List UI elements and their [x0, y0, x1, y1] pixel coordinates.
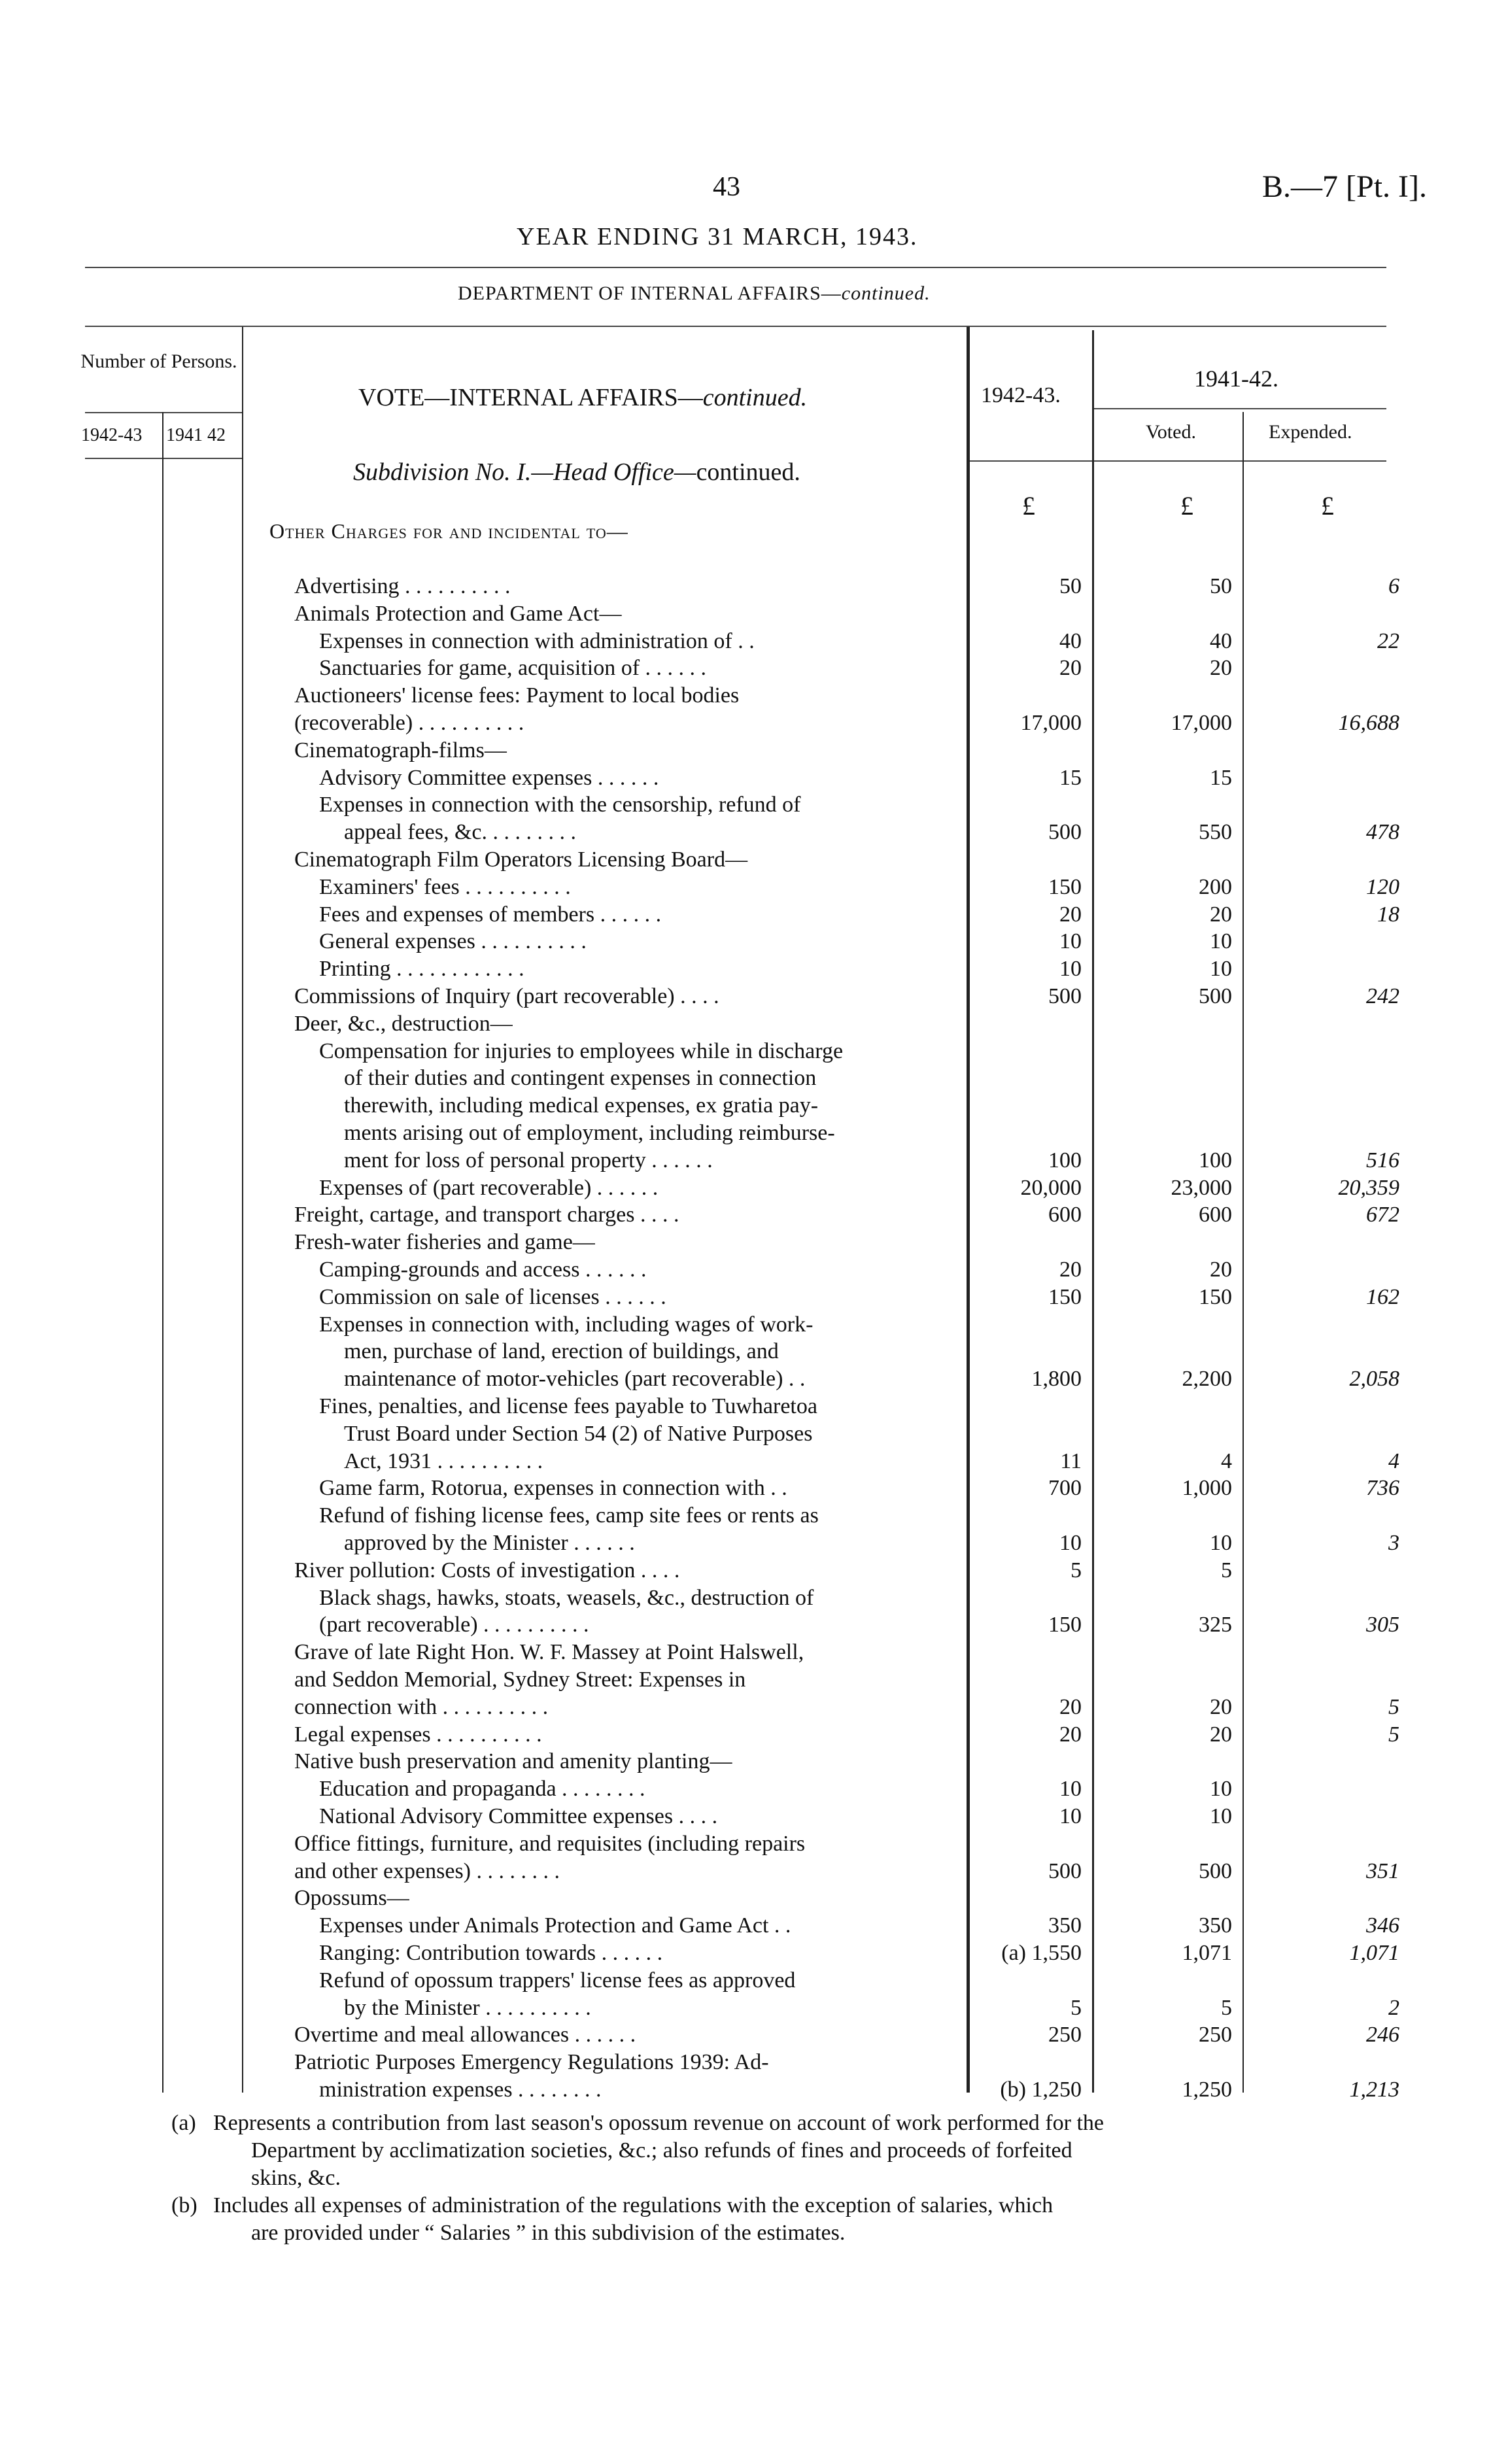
- estimate-cell: (a) 1,550: [1001, 1941, 1082, 1965]
- footnote-a-line: Department by acclimatization societies, &c.; also refunds of fines and proceeds of forfeited: [251, 2138, 1072, 2163]
- voted-cell: 10: [1210, 1804, 1232, 1828]
- table-row: [0, 655, 1491, 682]
- voted-cell: 500: [1199, 1858, 1232, 1883]
- row-description: Overtime and meal allowances . . . . . .: [294, 2023, 636, 2047]
- voted-cell: 15: [1210, 765, 1232, 790]
- department-title: [458, 282, 931, 305]
- estimate-cell: 10: [1059, 1777, 1082, 1802]
- row-description: (recoverable) . . . . . . . . . .: [294, 711, 524, 735]
- row-description: Expenses in connection with the censorship, refund of: [319, 793, 801, 817]
- estimate-cell: 5: [1071, 1558, 1082, 1583]
- estimate-cell: 11: [1060, 1448, 1082, 1473]
- table-row: [0, 1475, 1491, 1502]
- expended-cell: 1,071: [1349, 1941, 1399, 1965]
- document-reference: B.—7 [Pt. I].: [1262, 169, 1427, 204]
- voted-cell: 20: [1210, 1258, 1232, 1282]
- row-description: Auctioneers' license fees: Payment to local bodies: [294, 683, 740, 708]
- year-split-rule: [1093, 408, 1386, 409]
- estimate-cell: 1,800: [1031, 1367, 1082, 1392]
- vote-name: VOTE—INTERNAL AFFAIRS—: [358, 384, 703, 411]
- estimate-cell: 40: [1059, 628, 1082, 653]
- table-row: [0, 600, 1491, 628]
- estimate-cell: 10: [1059, 929, 1082, 954]
- voted-cell: 20: [1210, 1722, 1232, 1747]
- expended-cell: 242: [1366, 984, 1399, 1008]
- estimate-cell: 150: [1048, 874, 1082, 899]
- estimate-cell: 350: [1048, 1913, 1082, 1938]
- table-row: [0, 2049, 1491, 2076]
- row-description: Refund of fishing license fees, camp site fees or rents as: [319, 1503, 819, 1528]
- table-row: [0, 1775, 1491, 1803]
- table-row: [0, 1994, 1491, 2022]
- row-description: and Seddon Memorial, Sydney Street: Expenses in: [294, 1668, 746, 1692]
- voted-cell: 150: [1199, 1284, 1232, 1309]
- estimate-cell: 5: [1071, 1995, 1082, 2020]
- voted-cell: 17,000: [1171, 711, 1232, 735]
- estimate-cell: 700: [1048, 1476, 1082, 1501]
- department-rule: [85, 326, 1386, 327]
- currency-estimate: £: [1022, 491, 1035, 521]
- row-description: Printing . . . . . . . . . . . .: [319, 957, 524, 982]
- table-row: [0, 1912, 1491, 1940]
- estimate-cell: 20: [1059, 1722, 1082, 1747]
- table-row: [0, 1967, 1491, 1994]
- row-description: Expenses in connection with administration of . .: [319, 628, 755, 653]
- row-description: Cinematograph-films—: [294, 738, 507, 762]
- voted-cell: 2,200: [1182, 1367, 1232, 1392]
- table-row: [0, 1448, 1491, 1475]
- expended-cell: 246: [1366, 2023, 1399, 2047]
- table-row: [0, 1120, 1491, 1147]
- expended-cell: 5: [1388, 1694, 1399, 1719]
- table-row: [0, 764, 1491, 792]
- persons-year-rule: [85, 458, 242, 459]
- row-description: Patriotic Purposes Emergency Regulations 1939: Ad-: [294, 2050, 769, 2075]
- row-description: Trust Board under Section 54 (2) of Native Purposes: [344, 1421, 813, 1446]
- department-name: DEPARTMENT OF INTERNAL AFFAIRS—: [458, 282, 842, 304]
- row-description: ments arising out of employment, including reimburse-: [344, 1121, 835, 1145]
- row-description: maintenance of motor-vehicles (part recoverable) . .: [344, 1367, 806, 1392]
- persons-header-rule: [85, 412, 242, 413]
- estimate-cell: 500: [1048, 1858, 1082, 1883]
- voted-cell: 350: [1199, 1913, 1232, 1938]
- row-description: Act, 1931 . . . . . . . . . .: [344, 1448, 543, 1473]
- row-description: ministration expenses . . . . . . . .: [319, 2078, 602, 2102]
- row-description: connection with . . . . . . . . . .: [294, 1694, 549, 1719]
- persons-mid-rule: [162, 412, 163, 458]
- row-description: Legal expenses . . . . . . . . . .: [294, 1722, 542, 1747]
- table-row: [0, 1256, 1491, 1284]
- table-row: [0, 1201, 1491, 1229]
- voted-cell: 200: [1199, 874, 1232, 899]
- row-description: Office fittings, furniture, and requisites (including repairs: [294, 1831, 806, 1856]
- footnote-a-line: skins, &c.: [251, 2166, 341, 2190]
- table-row: [0, 791, 1491, 819]
- persons-year-1942-43: 1942-43: [81, 425, 143, 445]
- row-description: Ranging: Contribution towards . . . . . .: [319, 1941, 663, 1965]
- row-description: Education and propaganda . . . . . . . .: [319, 1777, 645, 1802]
- footnote-a-mark: (a): [171, 2111, 196, 2135]
- voted-cell: 325: [1199, 1613, 1232, 1637]
- table-row: [0, 901, 1491, 929]
- col-header-voted: Voted.: [1146, 421, 1196, 443]
- row-description: Compensation for injuries to employees while in discharge: [319, 1038, 844, 1063]
- table-row: [0, 2021, 1491, 2049]
- voted-cell: 10: [1210, 957, 1232, 982]
- expended-cell: 162: [1366, 1284, 1399, 1309]
- row-description: Expenses in connection with, including wages of work-: [319, 1312, 814, 1337]
- table-row: [0, 1694, 1491, 1721]
- table-row: [0, 1038, 1491, 1065]
- table-row: [0, 1365, 1491, 1393]
- expended-cell: 5: [1388, 1722, 1399, 1747]
- year-title: YEAR ENDING 31 MARCH, 1943.: [517, 223, 918, 250]
- table-row: [0, 983, 1491, 1010]
- row-description: Advisory Committee expenses . . . . . .: [319, 765, 659, 790]
- expended-cell: 478: [1366, 820, 1399, 845]
- expended-cell: 2: [1388, 1995, 1399, 2020]
- row-description: Cinematograph Film Operators Licensing Board—: [294, 847, 748, 872]
- estimate-cell: 20,000: [1020, 1175, 1082, 1200]
- row-description: Fees and expenses of members . . . . . .: [319, 902, 662, 927]
- table-row: [0, 1584, 1491, 1612]
- voted-cell: 20: [1210, 902, 1232, 927]
- row-description: therewith, including medical expenses, ex gratia pay-: [344, 1093, 819, 1118]
- row-description: approved by the Minister . . . . . .: [344, 1531, 635, 1555]
- expended-cell: 736: [1366, 1476, 1399, 1501]
- number-of-persons-label: Number of Persons.: [80, 351, 237, 372]
- currency-voted: £: [1180, 491, 1193, 521]
- row-description: Native bush preservation and amenity planting—: [294, 1749, 732, 1774]
- estimate-cell: 17,000: [1020, 711, 1082, 735]
- subdivision-title: [353, 458, 800, 487]
- row-description: Expenses under Animals Protection and Game Act . .: [319, 1913, 791, 1938]
- estimate-cell: 250: [1048, 2023, 1082, 2047]
- voted-cell: 250: [1199, 2023, 1232, 2047]
- row-description: ment for loss of personal property . . . . . .: [344, 1148, 713, 1172]
- department-continued: continued.: [841, 282, 931, 304]
- table-row: [0, 1284, 1491, 1311]
- table-row: [0, 1611, 1491, 1639]
- estimate-cell: 15: [1059, 765, 1082, 790]
- row-description: Black shags, hawks, stoats, weasels, &c., destruction of: [319, 1585, 814, 1610]
- table-row: [0, 928, 1491, 955]
- estimate-cell: 20: [1059, 902, 1082, 927]
- row-description: and other expenses) . . . . . . . .: [294, 1858, 560, 1883]
- table-row: [0, 1830, 1491, 1858]
- voted-cell: 50: [1210, 574, 1232, 598]
- voted-cell: 100: [1199, 1148, 1232, 1172]
- expended-cell: 516: [1366, 1148, 1399, 1172]
- voted-cell: 1,000: [1182, 1476, 1232, 1501]
- row-description: Opossums—: [294, 1886, 409, 1911]
- persons-year-1941-42: 1941 42: [166, 425, 226, 445]
- footnote-b-line: Includes all expenses of administration of the regulations with the exception of salaries, which: [213, 2193, 1054, 2217]
- row-description: Animals Protection and Game Act—: [294, 601, 622, 626]
- expended-cell: 16,688: [1338, 711, 1399, 735]
- row-description: Camping-grounds and access . . . . . .: [319, 1258, 647, 1282]
- vote-continued: continued.: [702, 384, 808, 411]
- row-description: (part recoverable) . . . . . . . . . .: [319, 1613, 589, 1637]
- estimate-cell: 10: [1059, 1804, 1082, 1828]
- currency-expended: £: [1321, 491, 1334, 521]
- table-row: [0, 1803, 1491, 1830]
- voted-cell: 600: [1199, 1203, 1232, 1227]
- col-header-expended: Expended.: [1269, 421, 1352, 443]
- table-row: [0, 1420, 1491, 1448]
- voted-cell: 550: [1199, 820, 1232, 845]
- voted-cell: 1,250: [1182, 2078, 1232, 2102]
- table-row: [0, 1940, 1491, 1967]
- row-description: Deer, &c., destruction—: [294, 1011, 513, 1036]
- row-description: Freight, cartage, and transport charges . . . .: [294, 1203, 679, 1227]
- estimate-cell: 20: [1059, 1258, 1082, 1282]
- expended-cell: 3: [1388, 1531, 1399, 1555]
- table-row: [0, 1065, 1491, 1092]
- table-row: [0, 1557, 1491, 1584]
- expended-cell: 22: [1377, 628, 1399, 653]
- table-row: [0, 710, 1491, 737]
- estimate-cell: 20: [1059, 656, 1082, 681]
- expended-cell: 351: [1366, 1858, 1399, 1883]
- estimate-cell: 10: [1059, 957, 1082, 982]
- row-description: Commissions of Inquiry (part recoverable) . . . .: [294, 984, 719, 1008]
- voted-cell: 10: [1210, 1777, 1232, 1802]
- row-description: Fines, penalties, and license fees payable to Tuwharetoa: [319, 1394, 817, 1418]
- row-description: Grave of late Right Hon. W. F. Massey at Point Halswell,: [294, 1640, 804, 1665]
- other-charges-heading: Other Charges for and incidental to—: [269, 519, 628, 543]
- row-description: appeal fees, &c. . . . . . . . .: [344, 820, 576, 845]
- expended-cell: 18: [1377, 902, 1399, 927]
- voted-cell: 23,000: [1171, 1175, 1232, 1200]
- footnote-b-mark: (b): [171, 2193, 197, 2217]
- col-header-rule: [968, 460, 1386, 462]
- table-row: [0, 1393, 1491, 1420]
- estimate-cell: 150: [1048, 1284, 1082, 1309]
- footnote-a-line: Represents a contribution from last season's opossum revenue on account of work performed for the: [213, 2111, 1104, 2135]
- table-row: [0, 2076, 1491, 2104]
- voted-cell: 20: [1210, 1694, 1232, 1719]
- voted-cell: 5: [1221, 1558, 1232, 1583]
- voted-cell: 4: [1221, 1448, 1232, 1473]
- charges-table: [0, 573, 1491, 2103]
- table-row: [0, 1639, 1491, 1666]
- table-row: [0, 1338, 1491, 1365]
- expended-cell: 6: [1388, 574, 1399, 598]
- estimate-cell: 500: [1048, 820, 1082, 845]
- voted-cell: 10: [1210, 929, 1232, 954]
- footnote-b-line: are provided under “ Salaries ” in this subdivision of the estimates.: [251, 2221, 846, 2245]
- page-number: 43: [713, 172, 740, 202]
- table-row: [0, 628, 1491, 655]
- table-row: [0, 737, 1491, 764]
- expended-cell: 305: [1366, 1613, 1399, 1637]
- table-row: [0, 955, 1491, 983]
- table-row: [0, 1311, 1491, 1339]
- row-description: General expenses . . . . . . . . . .: [319, 929, 587, 954]
- row-description: Commission on sale of licenses . . . . . .: [319, 1284, 666, 1309]
- table-row: [0, 1092, 1491, 1120]
- voted-cell: 500: [1199, 984, 1232, 1008]
- table-row: [0, 1174, 1491, 1202]
- col-header-1941-42: 1941-42.: [1194, 366, 1278, 392]
- row-description: Refund of opossum trappers' license fees as approved: [319, 1968, 796, 1993]
- row-description: Examiners' fees . . . . . . . . . .: [319, 874, 571, 899]
- table-row: [0, 1885, 1491, 1912]
- row-description: National Advisory Committee expenses . . . .: [319, 1804, 718, 1828]
- estimate-cell: 100: [1048, 1148, 1082, 1172]
- row-description: by the Minister . . . . . . . . . .: [344, 1995, 591, 2020]
- table-row: [0, 846, 1491, 874]
- table-row: [0, 1229, 1491, 1256]
- table-row: [0, 1748, 1491, 1775]
- voted-cell: 40: [1210, 628, 1232, 653]
- table-row: [0, 874, 1491, 901]
- estimate-cell: 20: [1059, 1694, 1082, 1719]
- row-description: Expenses of (part recoverable) . . . . . .: [319, 1175, 659, 1200]
- expended-cell: 4: [1388, 1448, 1399, 1473]
- row-description: Game farm, Rotorua, expenses in connection with . .: [319, 1476, 787, 1501]
- vote-title: [358, 383, 807, 412]
- table-row: [0, 682, 1491, 710]
- subdivision-name: Subdivision No. I.—Head Office—: [353, 458, 696, 486]
- expended-cell: 120: [1366, 874, 1399, 899]
- row-description: of their duties and contingent expenses in connection: [344, 1066, 817, 1091]
- row-description: Sanctuaries for game, acquisition of . . . . . .: [319, 656, 707, 681]
- table-row: [0, 1721, 1491, 1749]
- estimate-cell: 150: [1048, 1613, 1082, 1637]
- estimate-cell: 50: [1059, 574, 1082, 598]
- table-row: [0, 819, 1491, 846]
- expended-cell: 20,359: [1338, 1175, 1399, 1200]
- row-description: River pollution: Costs of investigation . . . .: [294, 1558, 680, 1583]
- table-row: [0, 1502, 1491, 1530]
- voted-cell: 1,071: [1182, 1941, 1232, 1965]
- row-description: Fresh-water fisheries and game—: [294, 1230, 595, 1255]
- table-row: [0, 1010, 1491, 1038]
- table-row: [0, 1530, 1491, 1557]
- expended-cell: 346: [1366, 1913, 1399, 1938]
- table-row: [0, 1666, 1491, 1694]
- table-row: [0, 573, 1491, 600]
- voted-cell: 5: [1221, 1995, 1232, 2020]
- voted-cell: 20: [1210, 656, 1232, 681]
- table-row: [0, 1858, 1491, 1885]
- subdivision-continued: continued.: [696, 458, 800, 486]
- estimate-cell: 10: [1059, 1531, 1082, 1555]
- estimate-cell: 600: [1048, 1203, 1082, 1227]
- table-row: [0, 1147, 1491, 1174]
- estimate-cell: 500: [1048, 984, 1082, 1008]
- expended-cell: 1,213: [1349, 2078, 1399, 2102]
- header-rule: [85, 267, 1386, 268]
- expended-cell: 2,058: [1349, 1367, 1399, 1392]
- voted-cell: 10: [1210, 1531, 1232, 1555]
- estimate-cell: (b) 1,250: [1000, 2078, 1082, 2102]
- col-header-1942-43: 1942-43.: [981, 383, 1061, 407]
- row-description: Advertising . . . . . . . . . .: [294, 574, 511, 598]
- row-description: men, purchase of land, erection of buildings, and: [344, 1339, 779, 1364]
- expended-cell: 672: [1366, 1203, 1399, 1227]
